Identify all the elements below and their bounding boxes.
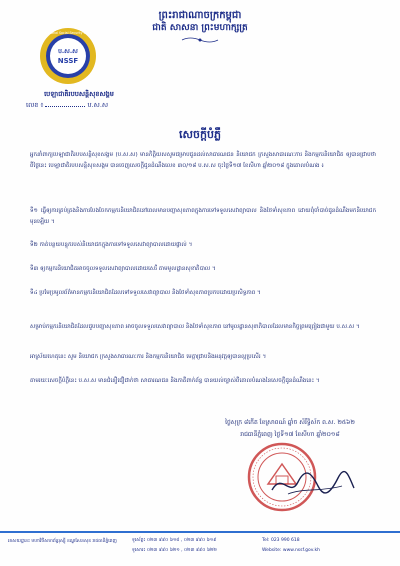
paragraph-point-4: ទី៤ ប្រមែប្រមូលព័ត៌មានកម្មករនិយោជិតដែលទៅទទួលសេវាព្យាបាល និងថែទាំសុខភាពប្រកបដោយប្រសិទ្ធភាព ។ [30, 290, 261, 296]
ornament-divider-icon [180, 36, 220, 44]
logo-abbrev-latin: NSSF [57, 57, 79, 65]
footer-tel: Tel: 023 990 618 [262, 538, 300, 543]
paragraph-point-2: ទី២ កាត់បន្ថយបន្ទុករបស់និយោជកក្នុងការទៅទទួលសេវាព្យាបាលដោយផ្ទាល់ ។ [30, 242, 193, 248]
paragraph-care: សម្រាប់កម្មករនិយោជិតដែលជួបបញ្ហាសុខភាព អាចចូលទទួលសេវាព្យាបាល និងថែទាំសុខភាព នៅមូលដ្ឋានសុខាភិបាលដែលមានកិច្ចព្រមព្រៀងជាមួយ ប.ស.ស ។ [30, 324, 360, 330]
nssf-logo [38, 26, 98, 86]
lunar-date: ថ្ងៃសុក្រ ៨កើត ខែស្រាពណ៍ ឆ្នាំច សំរឹទ្ធិស័ក ព.ស. ២៥៦២ [225, 419, 355, 426]
ref-label: លេខ ៖ [26, 101, 44, 109]
paragraph-closing: តាមរយៈសេចក្តីបំភ្លឺនេះ ប.ស.ស មានជំនឿជឿជាក់ថា សាធារណជន និងភាគីពាក់ព័ន្ធ បានយល់ច្បាស់ពីគោលបំណងនៃសេចក្តីជូនដំណឹងនេះ ។ [30, 378, 320, 384]
paragraph-request: អាស្រ័យហេតុនេះ សូម និយោជក ក្រសួងសាធារណៈការ និងកម្មករនិយោជិត មេត្តាជ្រាបនិងអនុវត្តឲ្យបានល្អប្រសើរ ។ [30, 354, 267, 360]
document-title: សេចក្តីបំភ្លឺ [179, 128, 221, 141]
national-motto: ជាតិ សាសនា ព្រះមហាក្សត្រ [152, 23, 248, 33]
footer-address: អាសយដ្ឋាន៖ មហាវិថីសហព័ន្ធរុស្ស៊ី ខណ្ឌសែនសុខ រាជធានីភ្នំពេញ [8, 539, 117, 544]
logo-ring-text: National Social Security Fund [44, 31, 92, 35]
footer-website: Website: www.nssf.gov.kh [262, 548, 320, 553]
ref-suffix: ប.ស.ស [87, 101, 109, 109]
footer-fax: ទូរសារ៖ ០២៣ ៩៩០ ៦២១ , ០២៣ ៩៩០ ៦២២ [132, 548, 217, 553]
solar-date: រាជធានីភ្នំពេញ ថ្ងៃទី១៧ ខែសីហា ឆ្នាំ២០១៨ [240, 431, 340, 438]
footer-divider [0, 531, 400, 533]
issuer-name: បេឡាជាតិរបបសន្តិសុខសង្គម [44, 90, 114, 98]
paragraph-point-1: ទី១ ធ្វើឲ្យការគ្រប់គ្រងនិងការបែងចែកកម្មករនិយោជិតនៅពេលមានបញ្ហាសុខភាពក្នុងការទៅទទួលសេវាព្យាបាល និងថែទាំសុខភាព ដោយពុំចាំបាច់ជូនដំណឹងមកនិយោជកមុនឡើយ ។ [30, 208, 376, 225]
kingdom-heading: ព្រះរាជាណាចក្រកម្ពុជា [158, 10, 242, 21]
signature-icon [268, 468, 358, 500]
reference-number [26, 101, 108, 111]
letter-footer [0, 536, 400, 566]
paragraph-intro: អ្នកនាំពាក្យបេឡាជាតិរបបសន្តិសុខសង្គម (ប.ស.ស) មានកិត្តិយសសូមជម្រាបជូនដល់សាធារណជន និយោជក ក្រសួងសាធារណៈការ និងកម្មករនិយោជិត ឲ្យបានជ្រាបថា ពីថ្ងៃនេះ បេឡាជាតិរបបសន្តិសុខសង្គម បានចេញសេចក្តីជូនដំណឹងលេខ ៣០/១៨ ប.ស.ស ចុះថ្ងៃទី១៧ ខែសីហា ឆ្នាំ២០១៨ ក្នុងគោលបំណង ៖ [30, 152, 376, 169]
paragraph-point-3: ទី៣ ឲ្យកម្មករនិយោជិតអាចចូលទទួលសេវាព្យាបាលដោយសេរី តាមមូលដ្ឋានសុខាភិបាល ។ [30, 266, 216, 272]
footer-phone: ទូរស័ព្ទ៖ ០២៣ ៩៩០ ៦១៨ , ០២៣ ៩៩០ ៦១៩ [132, 538, 217, 543]
ref-value [45, 106, 85, 107]
logo-abbrev: ប.ស.ស [58, 48, 78, 55]
